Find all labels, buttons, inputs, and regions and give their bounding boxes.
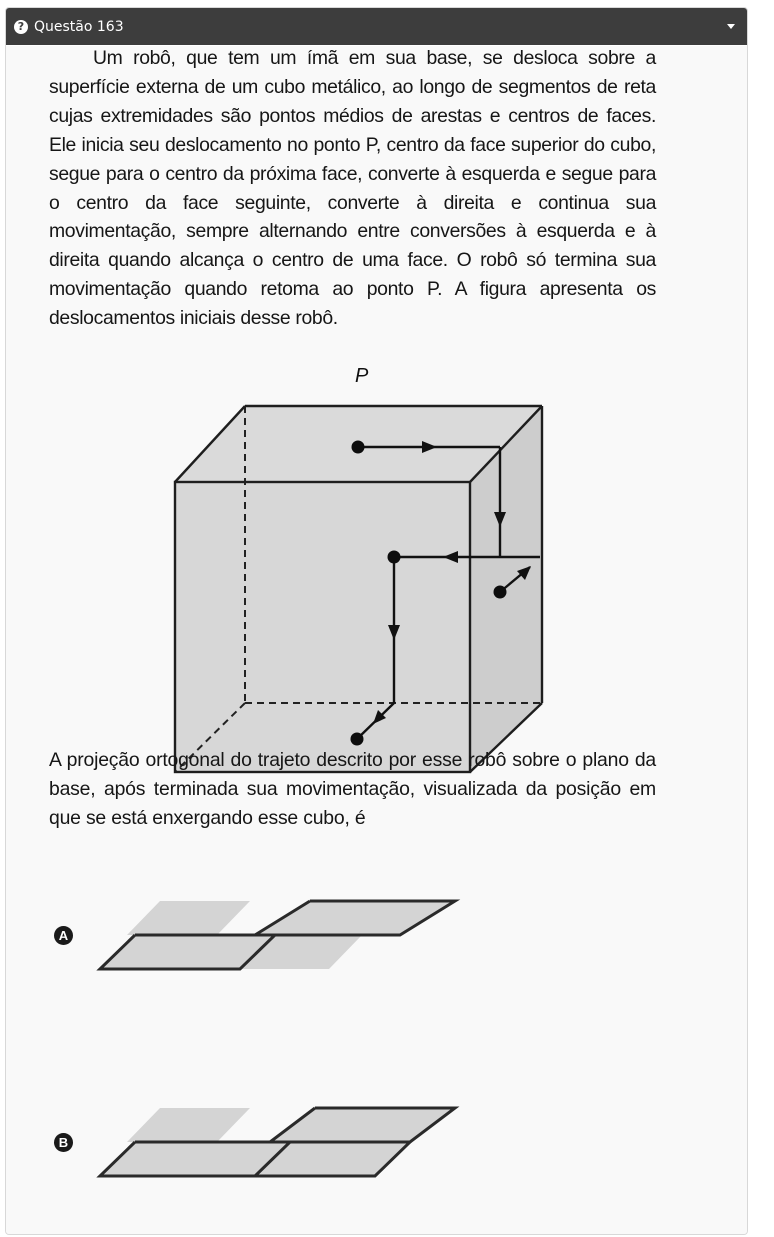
question-prompt: A projeção ortogonal do trajeto descrito por esse robô sobre o plano da base, após terminada sua movimentação, visualizada da posição em que se está enxergando esse cubo, é [49,749,656,829]
question-circle-icon: ? [14,20,28,34]
point-p-label: P [355,365,369,387]
option-a-badge[interactable]: A [54,926,73,945]
question-statement: Um robô, que tem um ímã em sua base, se desloca sobre a superfície externa de um cubo metálico, ao longo de segmentos de reta cujas extremidades são pontos médios de arestas e centros de faces. Ele inicia seu deslocamento no ponto P, centro da face superior do cubo, segue para o centro da próxima face, converte à esquerda e segue para o centro da face seguinte, converte à direita e continua sua movimentação, sempre alternando entre conversões à esquerda e à direita quando alcança o centro de uma face. O robô só termina sua movimentação quando retoma ao ponto P. A figura apresenta os deslocamentos iniciais desse robô. [49,47,656,330]
option-b-badge[interactable]: B [54,1133,73,1152]
option-b-figure [100,1108,455,1176]
question-title: Questão 163 [34,18,124,35]
option-a-figure [100,901,455,969]
